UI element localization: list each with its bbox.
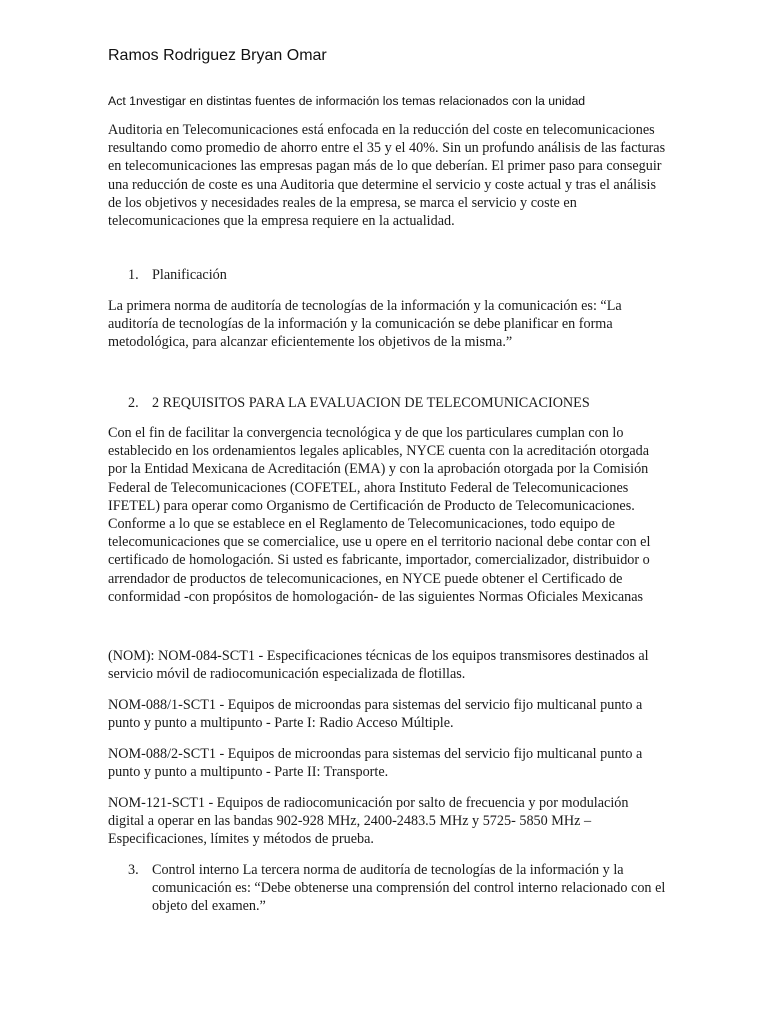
list-text: 2 REQUISITOS PARA LA EVALUACION DE TELECOMUNICACIONES: [152, 395, 590, 411]
intro-paragraph: Auditoria en Telecomunicaciones está enfocada en la reducción del coste en telecomunicaciones resultando como promedio de ahorro entre el 35 y el 40%. Sin un profundo análisis de las facturas en telecomunicaciones las empresas pagan más de lo que deberían. El primer paso para conseguir una reducción de coste es una Auditoria que determine el servicio y coste actual y tras el análisis de los objetivos y necesidades reales de la empresa, se marca el servicio y coste en telecomunicaciones que la empresa requiere en la actualidad.: [108, 122, 666, 230]
list-item-control-interno: [108, 861, 668, 916]
activity-title: Act 1nvestigar en distintas fuentes de información los temas relacionados con la unidad: [108, 94, 586, 108]
list-text: Control interno La tercera norma de auditoría de tecnologías de la información y la comunicación es: “Debe obtenerse una comprensión del control interno relacionado con el objeto del examen.”: [152, 862, 666, 915]
author-name: Ramos Rodriguez Bryan Omar: [108, 47, 327, 64]
nom-084-paragraph: (NOM): NOM-084-SCT1 - Especificaciones técnicas de los equipos transmisores destinados al servicio móvil de radiocomunicación especializada de flotillas.: [108, 648, 649, 683]
list-number: 2.: [128, 395, 139, 411]
nom-121-paragraph: NOM-121-SCT1 - Equipos de radiocomunicación por salto de frecuencia y por modulación digital a operar en las bandas 902-928 MHz, 2400-2483.5 MHz y 5725- 5850 MHz – Especificaciones, límites y métodos de prueba.: [108, 795, 629, 848]
requisitos-paragraph: Con el fin de facilitar la convergencia tecnológica y de que los particulares cumplan con lo establecido en los ordenamientos legales aplicables, NYCE cuenta con la acreditación otorgada por la Entidad Mexicana de Acreditación (EMA) y con la aprobación otorgada por la Comisión Federal de Telecomunicaciones (COFETEL, ahora Instituto Federal de Telecomunicaciones IFETEL) para operar como Organismo de Certificación de Producto de Telecomunicaciones. Conforme a lo que se establece en el Reglamento de Telecomunicaciones, todo equipo de telecomunicaciones que se comercialice, use u opere en el territorio nacional debe contar con el certificado de homologación. Si usted es fabricante, importador, comercializador, distribuidor o arrendador de productos de telecomunicaciones, en NYCE puede obtener el Certificado de conformidad -con propósitos de homologación- de las siguientes Normas Oficiales Mexicanas: [108, 425, 651, 605]
list-item-requisitos: [108, 394, 668, 412]
list-number: 3.: [128, 862, 139, 878]
list-text: Planificación: [152, 267, 227, 283]
planificacion-paragraph: La primera norma de auditoría de tecnologías de la información y la comunicación es: “La auditoría de tecnologías de la información y la comunicación se debe planificar en forma metodológica, para alcanzar eficientemente los objetivos de la misma.”: [108, 298, 622, 351]
list-item-planificacion: [108, 266, 668, 284]
nom-088-1-paragraph: NOM-088/1-SCT1 - Equipos de microondas para sistemas del servicio fijo multicanal punto a punto y punto a multipunto - Parte I: Radio Acceso Múltiple.: [108, 697, 643, 732]
list-number: 1.: [128, 267, 139, 283]
nom-088-2-paragraph: NOM-088/2-SCT1 - Equipos de microondas para sistemas del servicio fijo multicanal punto a punto y punto a multipunto - Parte II: Transporte.: [108, 746, 643, 781]
